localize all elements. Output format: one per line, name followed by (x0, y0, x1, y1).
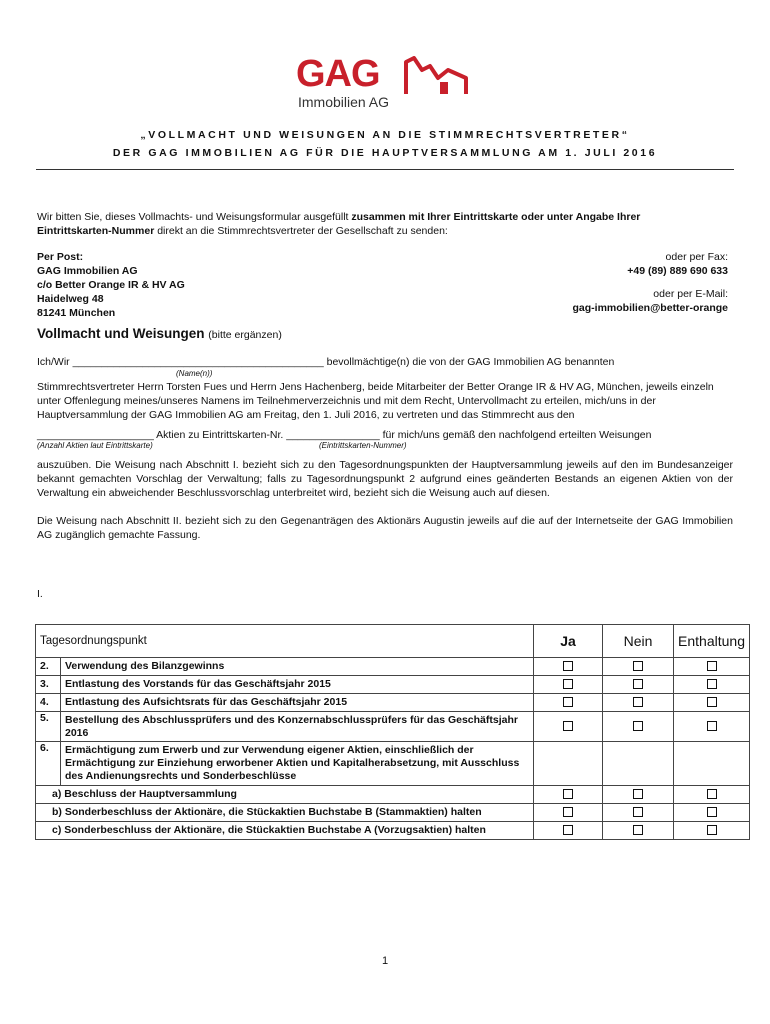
section-heading (37, 325, 282, 344)
nein-checkbox[interactable] (633, 697, 643, 707)
ticket-number-caption: (Eintrittskarten-Nummer) (319, 441, 407, 450)
subrow-text: b) Sonderbeschluss der Aktionäre, die Stückaktien Buchstabe B (Stammaktien) halten (36, 804, 534, 822)
logo-brand: GAG (296, 53, 380, 95)
table-header-row (36, 625, 750, 658)
authorization-paragraph: Stimmrechtsvertreter Herrn Torsten Fues und Herrn Jens Hachenberg, beide Mitarbeiter der Better Orange IR & HV AG, München, jeweils einzeln unter Offenlegung meines/unseres Namens im Teilnehmerverzeichnis und mit dem Recht, Untervollmacht zu erteilen, mich/uns in der Hauptversammlung der GAG Immobilien AG am Freitag, den 1. Juli 2016, zu vertreten und das Stimmrecht aus den (37, 381, 714, 421)
gag-logo (292, 54, 474, 116)
section-roman: I. (37, 588, 43, 600)
ja-checkbox[interactable] (563, 661, 573, 671)
nein-checkbox[interactable] (633, 721, 643, 731)
intro-part2: direkt an die Stimmrechtsvertreter der Gesellschaft zu senden: (154, 225, 448, 237)
enthaltung-checkbox[interactable] (707, 661, 717, 671)
row-number: 5. (36, 712, 61, 742)
row-text: Bestellung des Abschlussprüfers und des Konzernabschlussprüfers für das Geschäftsjahr 2016 (61, 712, 534, 742)
email-address: gag-immobilien@better-orange (572, 302, 728, 314)
nein-header: Nein (603, 625, 674, 658)
voting-table (35, 624, 750, 840)
subrow-text: c) Sonderbeschluss der Aktionäre, die Stückaktien Buchstabe A (Vorzugsaktien) halten (36, 822, 534, 840)
ja-checkbox[interactable] (563, 697, 573, 707)
email-contact (428, 287, 728, 315)
ichwir-line[interactable]: Ich/Wir ___________________________________________ bevollmächtige(n) die von der GAG Immobilien AG benannten (37, 356, 615, 368)
shares-line[interactable]: ____________________ Aktien zu Eintrittskarten-Nr. ________________ für mich/uns gemäß den nachfolgend erteilten Weisungen (37, 429, 652, 441)
ja-checkbox[interactable] (563, 807, 573, 817)
enthaltung-checkbox[interactable] (707, 679, 717, 689)
ja-header: Ja (534, 625, 603, 658)
ja-checkbox[interactable] (563, 789, 573, 799)
counter-motion-paragraph: Die Weisung nach Abschnitt II. bezieht sich zu den Gegenanträgen des Aktionärs Augustin jeweils auf die auf der Internetseite der GAG Immobilien AG zugänglich gemachte Fassung. (37, 515, 733, 541)
intro-bold1: zusammen mit Ihrer Eintrittskarte oder unter Angabe Ihrer (351, 211, 641, 223)
document-subtitle: DER GAG IMMOBILIEN AG FÜR DIE HAUPTVERSAMMLUNG AM 1. JULI 2016 (112, 147, 658, 159)
enthaltung-header: Enthaltung (674, 625, 750, 658)
table-subrow (36, 804, 750, 822)
nein-checkbox[interactable] (633, 825, 643, 835)
address-line: Haidelweg 48 (37, 293, 104, 305)
table-row (36, 694, 750, 712)
name-caption: (Name(n)) (176, 369, 213, 378)
section-hint: (bitte ergänzen) (208, 329, 282, 341)
row-number: 6. (36, 742, 61, 786)
subrow-text: a) Beschluss der Hauptversammlung (36, 786, 534, 804)
table-row (36, 712, 750, 742)
enthaltung-checkbox[interactable] (707, 789, 717, 799)
email-label: oder per E-Mail: (653, 288, 728, 300)
topic-header-label: Tagesordnungspunkt (40, 634, 147, 647)
table-row (36, 658, 750, 676)
instruction-paragraph: auszuüben. Die Weisung nach Abschnitt I. bezieht sich zu den Tagesordnungspunkten der Hauptversammlung jeweils auf den im Bundesanzeiger bekannt gemachten Vorschlag der Verwaltung; falls zu Tagesordnungspunkt 2 aufgrund eines geänderten Bestands an eigenen Aktien von der Verwaltung ein abweichender Beschlussvorschlag unterbreitet wird, bezieht sich die Weisung auch auf diesen. (37, 459, 733, 499)
nein-checkbox[interactable] (633, 807, 643, 817)
row-text: Ermächtigung zum Erwerb und zur Verwendung eigener Aktien, einschließlich der Ermächtigung zur Einziehung erworbener Aktien und Kapitalherabsetzung, mit Ausschluss des Andienungsrechts und Sonderbeschlüsse (61, 742, 534, 786)
enthaltung-checkbox[interactable] (707, 825, 717, 835)
address-line: 81241 München (37, 307, 116, 319)
nein-checkbox[interactable] (633, 661, 643, 671)
enthaltung-checkbox[interactable] (707, 721, 717, 731)
document-title: „VOLLMACHT UND WEISUNGEN AN DIE STIMMRECHTSVERTRETER“ (140, 129, 630, 141)
row-text: Entlastung des Aufsichtsrats für das Geschäftsjahr 2015 (61, 694, 534, 712)
shares-caption: (Anzahl Aktien laut Eintrittskarte) (37, 441, 153, 450)
table-row (36, 676, 750, 694)
section-title: Vollmacht und Weisungen (37, 326, 205, 341)
address-line: Per Post: (37, 251, 84, 263)
title-divider (36, 169, 734, 170)
fax-number: +49 (89) 889 690 633 (627, 265, 728, 277)
fax-label: oder per Fax: (665, 251, 728, 263)
intro-text (37, 210, 737, 238)
topic-header (36, 625, 534, 658)
nein-checkbox[interactable] (633, 789, 643, 799)
enthaltung-checkbox[interactable] (707, 807, 717, 817)
row-number: 4. (36, 694, 61, 712)
page-number: 1 (381, 955, 389, 967)
address-line: GAG Immobilien AG (37, 265, 138, 277)
enthaltung-checkbox[interactable] (707, 697, 717, 707)
row-text: Entlastung des Vorstands für das Geschäftsjahr 2015 (61, 676, 534, 694)
intro-part1: Wir bitten Sie, dieses Vollmachts- und Weisungsformular ausgefüllt (37, 211, 352, 223)
logo-subtitle: Immobilien AG (298, 94, 390, 110)
nein-checkbox[interactable] (633, 679, 643, 689)
ja-checkbox[interactable] (563, 825, 573, 835)
house-logo-icon (404, 56, 470, 96)
ja-checkbox[interactable] (563, 721, 573, 731)
table-subrow (36, 822, 750, 840)
ja-checkbox[interactable] (563, 679, 573, 689)
address-line: c/o Better Orange IR & HV AG (37, 279, 185, 291)
row-number: 2. (36, 658, 61, 676)
fax-contact (428, 250, 728, 278)
table-subrow (36, 786, 750, 804)
intro-bold2: Eintrittskarten-Nummer (37, 225, 155, 237)
row-text: Verwendung des Bilanzgewinns (61, 658, 534, 676)
row-number: 3. (36, 676, 61, 694)
postal-address (37, 250, 337, 320)
table-row (36, 742, 750, 786)
